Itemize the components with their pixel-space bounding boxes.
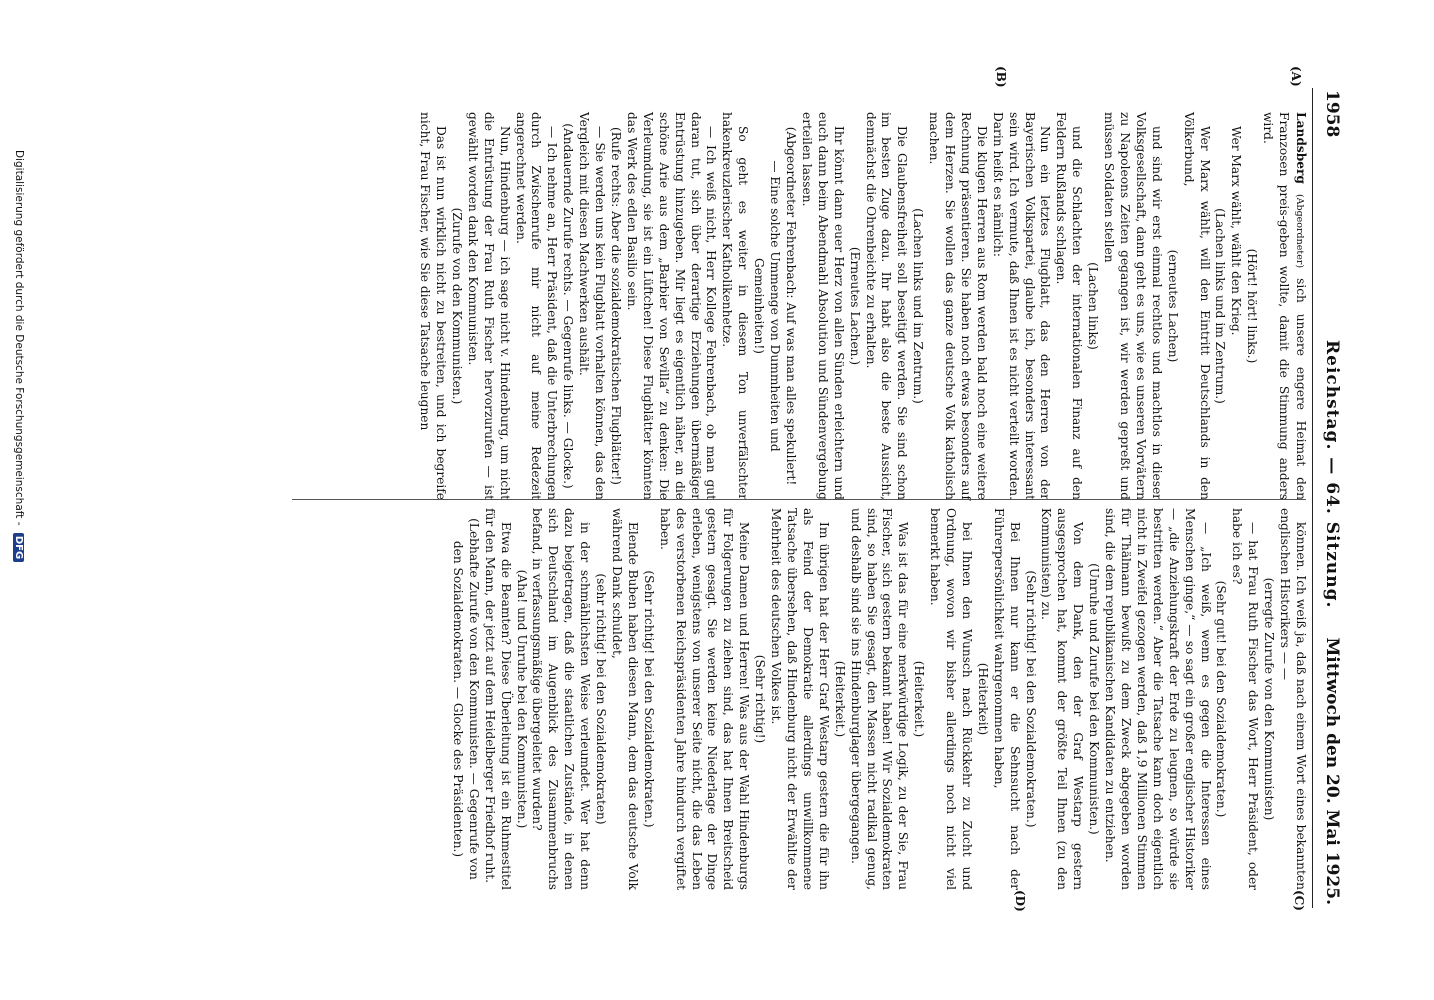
speech-paragraph: bei Ihnen den Wunsch nach Rückkehr zu Zucht und Ordnung, wovon wir bisher allerdings noch nicht viel bemerkt haben. [928, 508, 974, 890]
speech-paragraph: Bei Ihnen nur kann er die Sehnsucht nach der Führerpersönlichkeit wahrgenommen haben, [991, 508, 1022, 890]
interjection: (Lachen links und im Zentrum.) [911, 208, 926, 404]
interjection: (Erneutes Lachen.) [847, 246, 862, 366]
interjection: (Lachen links und im Zentrum.) [1213, 208, 1228, 404]
speech-paragraph: Nun ein letztes Flugblatt, das den Herren von der Bayerischen Volkspartei, glaube ich, besonders interessant sein wird. Ich vermute, daß Ihnen ist es nicht verteilt worden. Darin heißt es nämlich: [990, 112, 1053, 500]
interjection: (sehr richtig! bei den Sozialdemokraten) [594, 573, 609, 825]
speech-paragraph: Elende Buben haben diesen Mann, dem das deutsche Volk während Dank schuldet, [610, 508, 640, 890]
speaker-role: (Abgeordneter) [1294, 183, 1305, 279]
dfg-logo: DFG [14, 533, 25, 562]
header-rule [1312, 88, 1313, 908]
interjection: (Aha! und Unruhe bei den Kommunisten.) [514, 569, 529, 829]
speech-paragraph: Wer Marx wählt, will den Eintritt Deutschlands in den Völkerbund, [1181, 112, 1212, 500]
page-number: 1958 [1322, 90, 1342, 138]
speech-paragraph: Ihr könnt dann euer Herz von allen Sünden erleichtern und euch dann beim Abendmahl Absolution und Sündenvergebung erteilen lassen. [799, 112, 846, 500]
margin-marker-a: (A) [1289, 66, 1303, 87]
speech-text: sich unsere engere Heimat den Franzosen preis-geben wollte, damit die Stimmung anders wird. [1261, 112, 1308, 500]
speech-paragraph: Von dem Dank, den der Graf Westarp gestern ausgesprochen hat, kommt der größte Teil Ihnen (zu den Kommunisten) zu. [1039, 508, 1086, 890]
interjection: (Andauernde Zurufe rechts. — Gegenrufe links. — Glocke.) [561, 123, 576, 489]
right-text-column [449, 508, 1308, 890]
digitization-text: Digitalisierung gefördert durch die Deutsche Forschungsgemeinschaft - [13, 150, 25, 526]
speech-paragraph: — Ich nehme an, Herr Präsident, daß die Unterbrechungen durch Zwischenrufe mir nicht auf meine Redezeit angerechnet werden. [513, 112, 560, 500]
margin-marker-c: (C) [1292, 890, 1306, 911]
interjection: (Sehr richtig! bei den Sozialdemokraten.) [1023, 570, 1038, 828]
interjection: (Heiterkeit.) [832, 660, 847, 738]
speech-paragraph: — Sie werden uns kein Flugblatt vorhalten können, das den Vergleich mit diesen Machwerken aushält. [577, 112, 608, 500]
interjection: (Unruhe und Zurufe bei den Kommunisten.) [1087, 563, 1102, 835]
speaker-paragraph [1259, 112, 1308, 500]
speech-paragraph: Das ist nun wirklich nicht zu bestreiten, und ich begreife nicht, Frau Fischer, wie Sie diese Tatsache leugnen [418, 112, 449, 500]
interjection: (Zurufe von den Kommunisten.) [449, 207, 464, 405]
interjection: (Hört! hört! links.) [1245, 248, 1260, 364]
interjection: (Heiterkeit.) [912, 660, 927, 738]
running-header: Reichstag. — 64. Sitzung. [1322, 340, 1342, 609]
speech-paragraph: — „Ich weiß, wenn es gegen die Interessen eines Menschen ginge,“ — so sagt ein großer englischer Historiker — „die Anziehungskraft der Erde zu leugnen, so würde sie bestritten werden.“ Aber die Tatsache kann doch eigentlich nicht in Zweifel gezogen werden, daß 1,9 Millionen Stimmen für Thälmann bewußt zu dem Zweck abgegeben worden sind, die dem republikanischen Kandidaten zu entziehen. [1103, 508, 1213, 890]
speech-paragraph: Etwa die Beamten? Diese Überleitung ist ein Ruhmestitel für den Mann, der jetzt auf dem Heidelberger Friedhof ruht. [482, 508, 513, 890]
speech-paragraph: und die Schlachten der internationalen Finanz auf den Feldern Rußlands schlagen. [1054, 112, 1085, 500]
speech-paragraph: können. Ich weiß ja, daß nach einem Wort eines bekannten englischen Historikers — — [1278, 508, 1308, 890]
interjection: (Sehr richtig! bei den Sozialdemokraten.) [641, 570, 656, 828]
interjection: (erneutes Lachen) [1165, 249, 1180, 363]
session-date: Mittwoch den 20. Mai 1925. [1322, 637, 1342, 905]
speech-paragraph: Die klugen Herren aus Rom werden bald noch eine weitere Rechnung präsentieren. Sie haben noch etwas besonders auf dem Herzen. Sie wollen das ganze deutsche Volk katholisch machen. [927, 112, 989, 500]
column-divider [292, 499, 1306, 500]
interjection: (Sehr richtig!) [753, 654, 768, 744]
interjection: (Lebhafte Zurufe von den Kommunisten. — Gegenrufe von den Sozialdemokraten. — Glocke des Präsidenten.) [450, 518, 481, 880]
interjection: (Abgeordneter Fehrenbach: Auf was man alles spekuliert! — Eine solche Ummenge von Dummheiten und Gemeinheiten!) [752, 126, 798, 486]
left-text-column [416, 112, 1308, 500]
interjection: (Rufe rechts: Aber die sozialdemokratischen Flugblätter!) [609, 126, 624, 486]
speech-paragraph: — hat Frau Ruth Fischer das Wort, Herr Präsident, oder habe ich es? [1230, 508, 1261, 890]
speaker-name: Landsberg [1294, 112, 1308, 184]
interjection: (Lachen links) [1086, 262, 1101, 350]
digitization-credit [13, 150, 25, 562]
speech-paragraph: Im übrigen hat der Herr Graf Westarp gestern die für ihn als Feind der Demokratie allerdings unwillkommene Tatsache übersehen, daß Hindenburg nicht der Erwählte der Mehrheit des deutschen Volkes ist. [769, 508, 831, 890]
speech-paragraph: Meine Damen und Herren! Was aus der Wahl Hindenburgs für Folgerungen zu ziehen sind, das hat Ihnen Breitscheid gestern gesagt. Sie werden keine Niederlage der Dinge erleben, wenigstens von unserer Seite nicht, die das Leben des verstorbenen Reichspräsidenten Jahre hindurch vergiftet haben. [657, 508, 752, 890]
margin-marker-d: (D) [1013, 890, 1027, 912]
interjection: (Heiterkeit) [975, 662, 990, 736]
speech-paragraph: Was ist das für eine merkwürdige Logik, zu der Sie, Frau Fischer, sich gestern bekannt haben! Wir Sozialdemokraten sind, so haben Sie gesagt, den Massen nicht radikal genug, und deshalb sind sie ins Hindenburglager übergegangen. [848, 508, 911, 890]
speech-paragraph: Die Glaubensfreiheit soll beseitigt werden. Sie sind schon im besten Zuge dazu. Ihr habt also die beste Aussicht, demnächst die Ohrenbeichte zu erhalten. [863, 112, 910, 500]
speech-paragraph: Wer Marx wählt, wählt den Krieg. [1229, 126, 1244, 336]
speech-paragraph: Nun, Hindenburg — ich sage nicht v. Hindenburg, um nicht die Entrüstung der Frau Ruth Fischer hervorzurufen — ist gewählt worden dank den Kommunisten. [465, 112, 512, 500]
speech-paragraph: So geht es weiter in diesem Ton unverfälschter hakenkreuzlerischer Katholikenhetze. [720, 112, 751, 500]
interjection: (erregte Zurufe von den Kommunisten) [1262, 577, 1277, 821]
speech-paragraph: — Ich weiß nicht, Herr Kollege Fehrenbach, ob man gut daran tut, sich über derartige Erziehungen übermäßiger Entrüstung hinzugeben. Mir liegt es eigentlich näher, an die schöne Arie aus dem „Barbier von Sevilla“ zu denken: Die Verleumdung, sie ist ein Lüftchen! Diese Flugblätter könnten das Werk des edlen Basilio sein. [624, 112, 719, 500]
margin-marker-b: (B) [994, 66, 1008, 88]
speech-paragraph: in der schmählichsten Weise verleumdet. Wer hat denn dazu beigetragen, daß die staatlichen Zustände, in denen sich Deutschland im Augenblick des Zusammenbruchs befand, in verfassungsmäßige übergeleitet wurden? [530, 508, 593, 890]
speech-paragraph: und sind wir erst einmal rechtlos und machtlos in dieser Volksgesellschaft, dann geht es uns, wie es unseren Vorvätern zu Napoleons Zeiten gegangen ist, wir werden gepreßt und müssen Soldaten stellen [1102, 112, 1164, 500]
interjection: (Sehr gut! bei den Sozialdemokraten.) [1214, 580, 1229, 818]
